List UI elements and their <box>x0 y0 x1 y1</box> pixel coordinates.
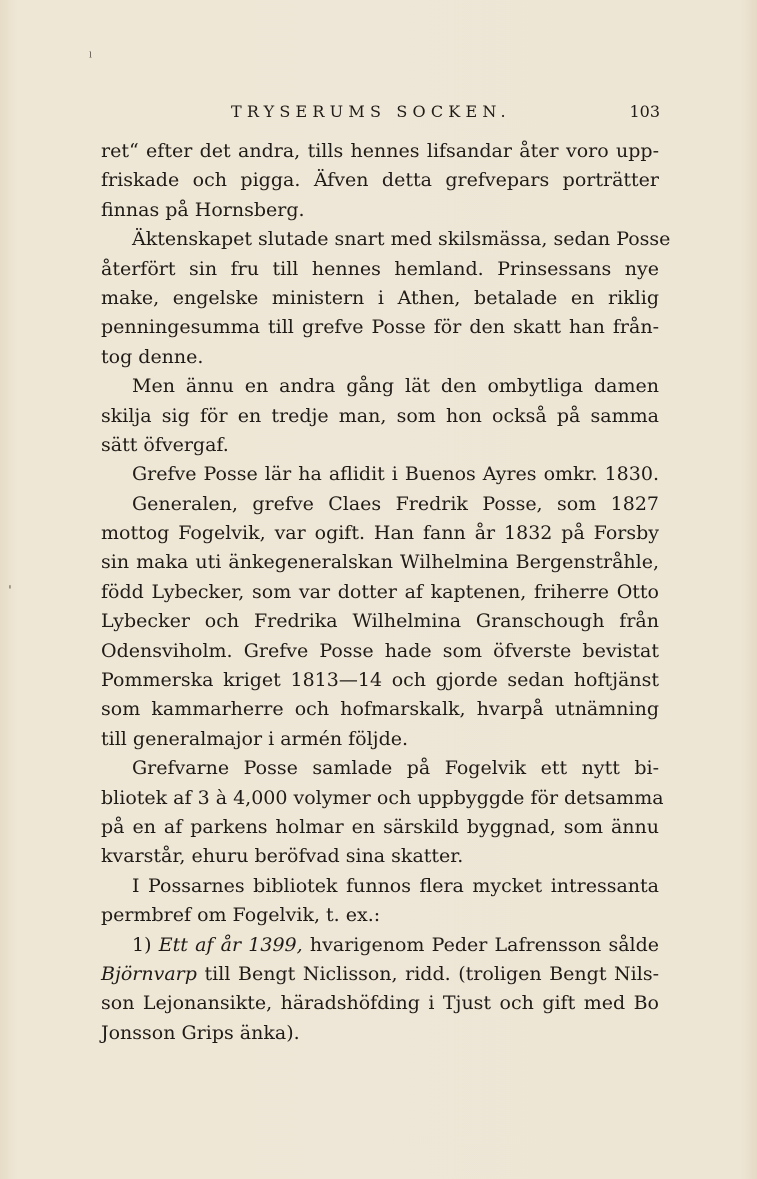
text-line: som kammarherre och hofmarskalk, hvarpå utnämning <box>101 698 659 721</box>
text-fragment: hvarigenom Peder Lafrensson sålde <box>309 933 660 956</box>
list-item-1-line-2 <box>101 960 659 989</box>
text-line: I Possarnes bibliotek funnos flera mycket intressanta <box>132 874 659 897</box>
text-line: Odensviholm. Grefve Posse hade som öfverste bevistat <box>101 639 659 662</box>
text-line: friskade och pigga. Äfven detta grefvepars porträtter <box>101 169 659 192</box>
scan-speck: ˌ <box>8 575 12 591</box>
text-line: ret“ efter det andra, tills hennes lifsandar åter voro upp- <box>101 140 659 162</box>
text-line: född Lybecker, som var dotter af kaptenen, friherre Otto <box>101 580 659 603</box>
text-line: på en af parkens holmar en särskild byggnad, som ännu <box>101 815 659 838</box>
text-line: Jonsson Grips änka). <box>101 1021 300 1044</box>
text-line: make, engelske ministern i Athen, betalade en riklig <box>101 286 659 309</box>
text-line: sätt öfvergaf. <box>101 433 229 456</box>
body-text <box>101 137 671 1048</box>
text-line: Lybecker och Fredrika Wilhelmina Granschough från <box>101 610 659 633</box>
text-line: Pommerska kriget 1813—14 och gjorde sedan hoftjänst <box>101 669 659 692</box>
text-line: Generalen, grefve Claes Fredrik Posse, som 1827 <box>132 492 659 515</box>
scan-speck: ˡ <box>89 50 93 66</box>
text-line: till generalmajor i armén följde. <box>101 727 409 750</box>
list-item-1-line-1 <box>101 931 659 960</box>
text-line: penningesumma till grefve Posse för den skatt han från- <box>101 316 659 339</box>
text-line: mottog Fogelvik, var ogift. Han fann år 1832 på Forsby <box>101 522 659 545</box>
text-line: kvarstår, ehuru beröfvad sina skatter. <box>101 845 464 868</box>
text-line: permbref om Fogelvik, t. ex.: <box>101 904 381 927</box>
italic-place-name: Björnvarp <box>101 962 197 985</box>
text-line: finnas på Hornsberg. <box>101 198 305 221</box>
text-line: Grefve Posse lär ha aflidit i Buenos Ayres omkr. 1830. <box>132 463 659 486</box>
text-line: sin maka uti änkegeneralskan Wilhelmina Bergenstråhle, <box>101 551 659 574</box>
text-fragment: till Bengt Niclisson, ridd. (troligen Bengt Nils- <box>204 962 660 985</box>
text-line: Äktenskapet slutade snart med skilsmässa, sedan Posse <box>132 228 671 251</box>
running-header <box>100 102 660 130</box>
text-line: son Lejonansikte, häradshöfding i Tjust och gift med Bo <box>101 992 659 1015</box>
text-line: tog denne. <box>101 345 204 368</box>
list-number: 1) <box>132 933 152 956</box>
text-line: skilja sig för en tredje man, som hon också på samma <box>101 404 659 427</box>
text-line: Grefvarne Posse samlade på Fogelvik ett nytt bi- <box>132 757 659 780</box>
text-line: Men ännu en andra gång lät den ombytliga damen <box>132 375 659 398</box>
text-line: återfört sin fru till hennes hemland. Prinsessans nye <box>101 257 659 280</box>
running-title: TRYSERUMS SOCKEN. <box>231 102 511 121</box>
text-line: bliotek af 3 à 4,000 volymer och uppbyggde för detsamma <box>101 786 664 809</box>
italic-phrase: Ett af år 1399, <box>158 933 303 956</box>
page-number: 103 <box>629 102 660 121</box>
